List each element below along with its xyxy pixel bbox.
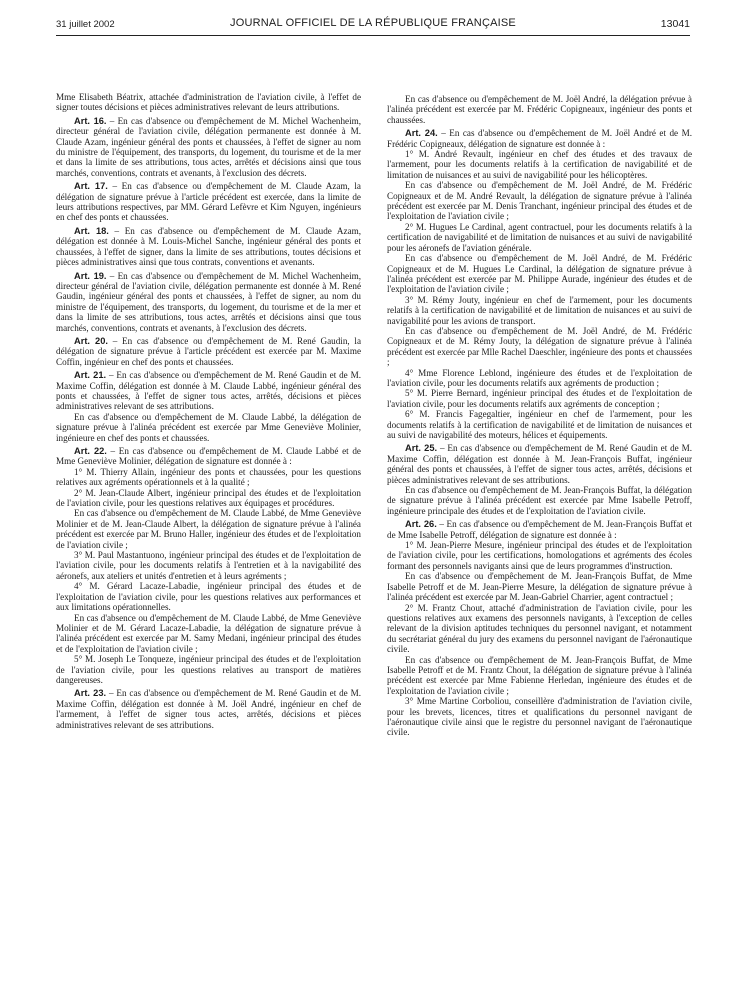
body-paragraph: 5° M. Joseph Le Tonqueze, ingénieur principal des études et de l'exploitation de l'aviation civile, pour les questions relatives au transport de matières dangereuses. (56, 654, 361, 685)
body-paragraph: En cas d'absence ou d'empêchement de M. Joël André, de M. Frédéric Copigneaux et de M. André Revault, la délégation de signature prévue à l'alinéa précédent est exercée par M. Denis Tranchant, ingénieur principal des études et de l'exploitation de l'aviation civile ; (387, 180, 692, 222)
article-text: – En cas d'absence ou d'empêchement de M. Jean-François Buffat et de Mme Isabelle Petroff, délégation de signature est donnée à : (387, 519, 692, 540)
right-column (387, 94, 692, 738)
article-text: – En cas d'absence ou d'empêchement de M. Michel Wachenheim, directeur général de l'aviation civile, délégation permanente est donnée à M. Claude Azam, ingénieur général des ponts et chaussées, à l'effet de signer au nom du ministre de l'équipement, des transports, du logement, du tourisme et de la mer et dans la limite de ses attributions, tous actes, arrêtés et décisions ainsi que tous marchés, conventions, contrats et avenants, à l'exclusion des décrets. (56, 115, 361, 178)
body-paragraph: 6° M. Francis Fagegaltier, ingénieur en chef de l'armement, pour les documents relatifs à la certification de navigabilité et de limitation de nuisances et au suivi de navigabilité des moteurs, hélices et équipements. (387, 409, 692, 440)
article-label: Art. 22. (74, 446, 107, 456)
body-paragraph: 3° M. Rémy Jouty, ingénieur en chef de l'armement, pour les documents relatifs à la certification de navigabilité et de limitation de nuisances et au suivi de navigabilité pour les avions de transport. (387, 294, 692, 326)
article-paragraph (56, 181, 361, 223)
article-text: – En cas d'absence ou d'empêchement de M. René Gaudin et de M. Maxime Coffin, délégation est donnée à M. Claude Labbé, ingénieur général des ponts et chaussées, à l'effet de signer tous actes, arrêtés, décisions et pièces administratives relevant de ses attributions. (56, 370, 361, 412)
body-paragraph: Mme Elisabeth Béatrix, attachée d'administration de l'aviation civile, à l'effet de signer toutes décisions et pièces administratives relevant de leurs attributions. (56, 92, 361, 113)
article-text: – En cas d'absence ou d'empêchement de M. René Gaudin, la délégation de signature prévue à l'article précédent est exercée par M. Maxime Coffin, ingénieur en chef des ponts et chaussées. (56, 335, 361, 367)
article-paragraph (56, 271, 361, 333)
body-paragraph: 2° M. Jean-Claude Albert, ingénieur principal des études et de l'exploitation de l'aviation civile, pour les questions relatives aux équipages et procédures. (56, 487, 361, 509)
article-text: – En cas d'absence ou d'empêchement de M. Claude Azam, la délégation de signature prévue à l'article précédent est exercée, dans la limite de leurs attributions respectives, par MM. Gérard Lefèvre et Kim Nguyen, ingénieurs en chef des ponts et chaussées. (56, 181, 361, 223)
journal-title: JOURNAL OFFICIEL DE LA RÉPUBLIQUE FRANÇAISE (230, 17, 516, 29)
article-text: – En cas d'absence ou d'empêchement de M. Claude Azam, délégation est donnée à M. Louis-Michel Sanche, ingénieur général des ponts et chaussées, à l'effet de signer, dans la limite de ses attributions, toutes décisions et pièces administratives ainsi que tous contrats, conventions et avenants. (56, 225, 361, 268)
body-paragraph: En cas d'absence ou d'empêchement de M. Jean-François Buffat, la délégation de signature prévue à l'alinéa précédent est exercée par Mme Isabelle Petroff, ingénieure principale des études et de l'exploitation de l'aviation civile. (387, 485, 692, 516)
body-paragraph: En cas d'absence ou d'empêchement de M. Joël André, de M. Frédéric Copigneaux et de M. Rémy Jouty, la délégation de signature prévue à l'alinéa précédent est exercée par Mlle Rachel Daeschler, ingénieure des ponts et chaussées ; (387, 325, 692, 368)
article-text: – En cas d'absence ou d'empêchement de M. Michel Wachenheim, directeur général de l'aviation civile, délégation permanente est donnée à M. René Gaudin, ingénieur général des ponts et chaussées, à l'effet de signer, au nom du ministre de l'équipement, des transports, du logement, du tourisme et de la mer et dans la limite de ses attributions, tous actes, arrêtés et décisions ainsi que tous marchés, conventions, contrats et avenants, à l'exclusion des décrets. (56, 270, 361, 333)
article-text: – En cas d'absence ou d'empêchement de M. Claude Labbé et de Mme Geneviève Molinier, délégation de signature est donnée à : (56, 446, 361, 467)
article-paragraph (56, 116, 361, 178)
article-label: Art. 21. (74, 370, 107, 381)
article-label: Art. 26. (405, 519, 437, 530)
article-paragraph (56, 688, 361, 730)
article-paragraph (56, 370, 361, 412)
body-paragraph: 1° M. Thierry Allain, ingénieur des ponts et chaussées, pour les questions relatives aux agréments opérationnels et à la qualité ; (56, 466, 361, 488)
body-paragraph: En cas d'absence ou d'empêchement de M. Joël André, la délégation prévue à l'alinéa précédent est exercée par M. Frédéric Copigneaux, ingénieur des ponts et chaussées. (387, 94, 692, 125)
article-label: Art. 24. (405, 128, 438, 139)
body-paragraph: 2° M. Hugues Le Cardinal, agent contractuel, pour les documents relatifs à la certification de navigabilité et de limitation de nuisances et au suivi de navigabilité pour les aéronefs de l'aviation générale. (387, 221, 692, 253)
body-paragraph: 1° M. Jean-Pierre Mesure, ingénieur principal des études et de l'exploitation de l'aviation civile, pour les certifications, homologations et agréments des écoles formant des personnels navigants ainsi que de leurs programmes d'instruction. (387, 540, 692, 571)
body-paragraph: En cas d'absence ou d'empêchement de M. Claude Labbé, de Mme Geneviève Molinier et de M. Jean-Claude Albert, la délégation de signature prévue à l'alinéa précédent est exercée par M. Bruno Haller, ingénieur des études et de l'exploitation de l'aviation civile ; (56, 508, 361, 550)
article-paragraph (56, 226, 361, 268)
body-paragraph: 3° Mme Martine Corboliou, conseillère d'administration de l'aviation civile, pour les brevets, licences, titres et qualifications du personnel navigant de l'aéronautique civile ainsi que le registre du personnel navigant de l'aéronautique civile. (387, 696, 692, 738)
article-paragraph (56, 336, 361, 367)
article-label: Art. 17. (74, 181, 108, 192)
article-paragraph (387, 519, 692, 540)
body-paragraph: En cas d'absence ou d'empêchement de M. Jean-François Buffat, de Mme Isabelle Petroff et de M. Jean-Pierre Mesure, la délégation de signature prévue à l'alinéa précédent est exercée par M. Jean-Gabriel Charrier, agent contractuel ; (387, 571, 692, 603)
left-column (56, 92, 361, 730)
article-text: – En cas d'absence ou d'empêchement de M. René Gaudin et de M. Maxime Coffin, délégation est donnée à M. Jean-François Buffat, ingénieur général des ponts et chaussées, à l'effet de signer tous actes, arrêtés, décisions et pièces administratives relevant de ses attributions. (387, 443, 692, 485)
body-paragraph: 5° M. Pierre Bernard, ingénieur principal des études et de l'exploitation de l'aviation civile, pour les documents relatifs aux agréments de conception ; (387, 388, 692, 409)
article-label: Art. 23. (74, 688, 107, 699)
body-paragraph: 4° M. Gérard Lacaze-Labadie, ingénieur principal des études et de l'exploitation de l'aviation civile, pour les questions relatives aux performances et aux limitations opérationnelles. (56, 581, 361, 613)
body-paragraph: 4° Mme Florence Leblond, ingénieure des études et de l'exploitation de l'aviation civile, pour les documents relatifs aux agréments de production ; (387, 367, 692, 388)
article-label: Art. 16. (74, 115, 107, 126)
body-paragraph: 1° M. André Revault, ingénieur en chef des études et des travaux de l'armement, pour les documents relatifs à la certification de navigabilité et de limitation de nuisances et au suivi de navigabilité pour les hélicoptères. (387, 149, 692, 180)
article-text: – En cas d'absence ou d'empêchement de M. Joël André et de M. Frédéric Copigneaux, délégation de signature est donnée à : (387, 128, 692, 149)
body-paragraph: En cas d'absence ou d'empêchement de M. Joël André, de M. Frédéric Copigneaux et de M. Hugues Le Cardinal, la délégation de signature prévue à l'alinéa précédent est exercée par M. Philippe Aurade, ingénieur des études et de l'exploitation de l'aviation civile ; (387, 253, 692, 295)
body-paragraph: En cas d'absence ou d'empêchement de M. Claude Labbé, la délégation de signature prévue à l'alinéa précédent est exercée par Mme Geneviève Molinier, ingénieure en chef des ponts et chaussées. (56, 411, 361, 443)
issue-date: 31 juillet 2002 (56, 19, 115, 30)
article-label: Art. 19. (74, 270, 107, 281)
header-rule (56, 35, 690, 36)
article-paragraph (387, 443, 692, 485)
body-paragraph: 2° M. Frantz Chout, attaché d'administration de l'aviation civile, pour les questions relatives aux examens des personnels navigants, à l'exception de celles relevant de la division aptitudes techniques du personnel navigant, et notamment du secrétariat général du jury des examens du personnel navigant de l'aéronautique civile. (387, 602, 692, 655)
article-label: Art. 18. (74, 225, 109, 236)
article-paragraph (56, 446, 361, 467)
body-paragraph: En cas d'absence ou d'empêchement de M. Claude Labbé, de Mme Geneviève Molinier et de M. Gérard Lacaze-Labadie, la délégation de signature prévue à l'alinéa précédent est exercée par M. Samy Medani, ingénieur principal des études et de l'exploitation de l'aviation civile ; (56, 612, 361, 654)
article-text: – En cas d'absence ou d'empêchement de M. René Gaudin et de M. Maxime Coffin, délégation est donnée à M. Joël André, ingénieur en chef de l'armement, à l'effet de signer tous actes, arrêtés, décisions et pièces administratives relevant de ses attributions. (56, 688, 361, 730)
body-paragraph: 3° M. Paul Mastantuono, ingénieur principal des études et de l'exploitation de l'aviation civile, pour les documents relatifs à l'entretien et à la navigabilité des aéronefs, aux ateliers et unités d'entretien et à leurs agréments ; (56, 550, 361, 581)
page-number: 13041 (660, 18, 690, 30)
article-paragraph (387, 128, 692, 149)
article-label: Art. 20. (74, 335, 108, 346)
body-paragraph: En cas d'absence ou d'empêchement de M. Jean-François Buffat, de Mme Isabelle Petroff et de M. Frantz Chout, la délégation de signature prévue à l'alinéa précédent est exercée par Mme Fabienne Herledan, ingénieure des études et de l'exploitation de l'aviation civile ; (387, 654, 692, 696)
page-header (56, 16, 690, 32)
article-label: Art. 25. (405, 443, 438, 454)
